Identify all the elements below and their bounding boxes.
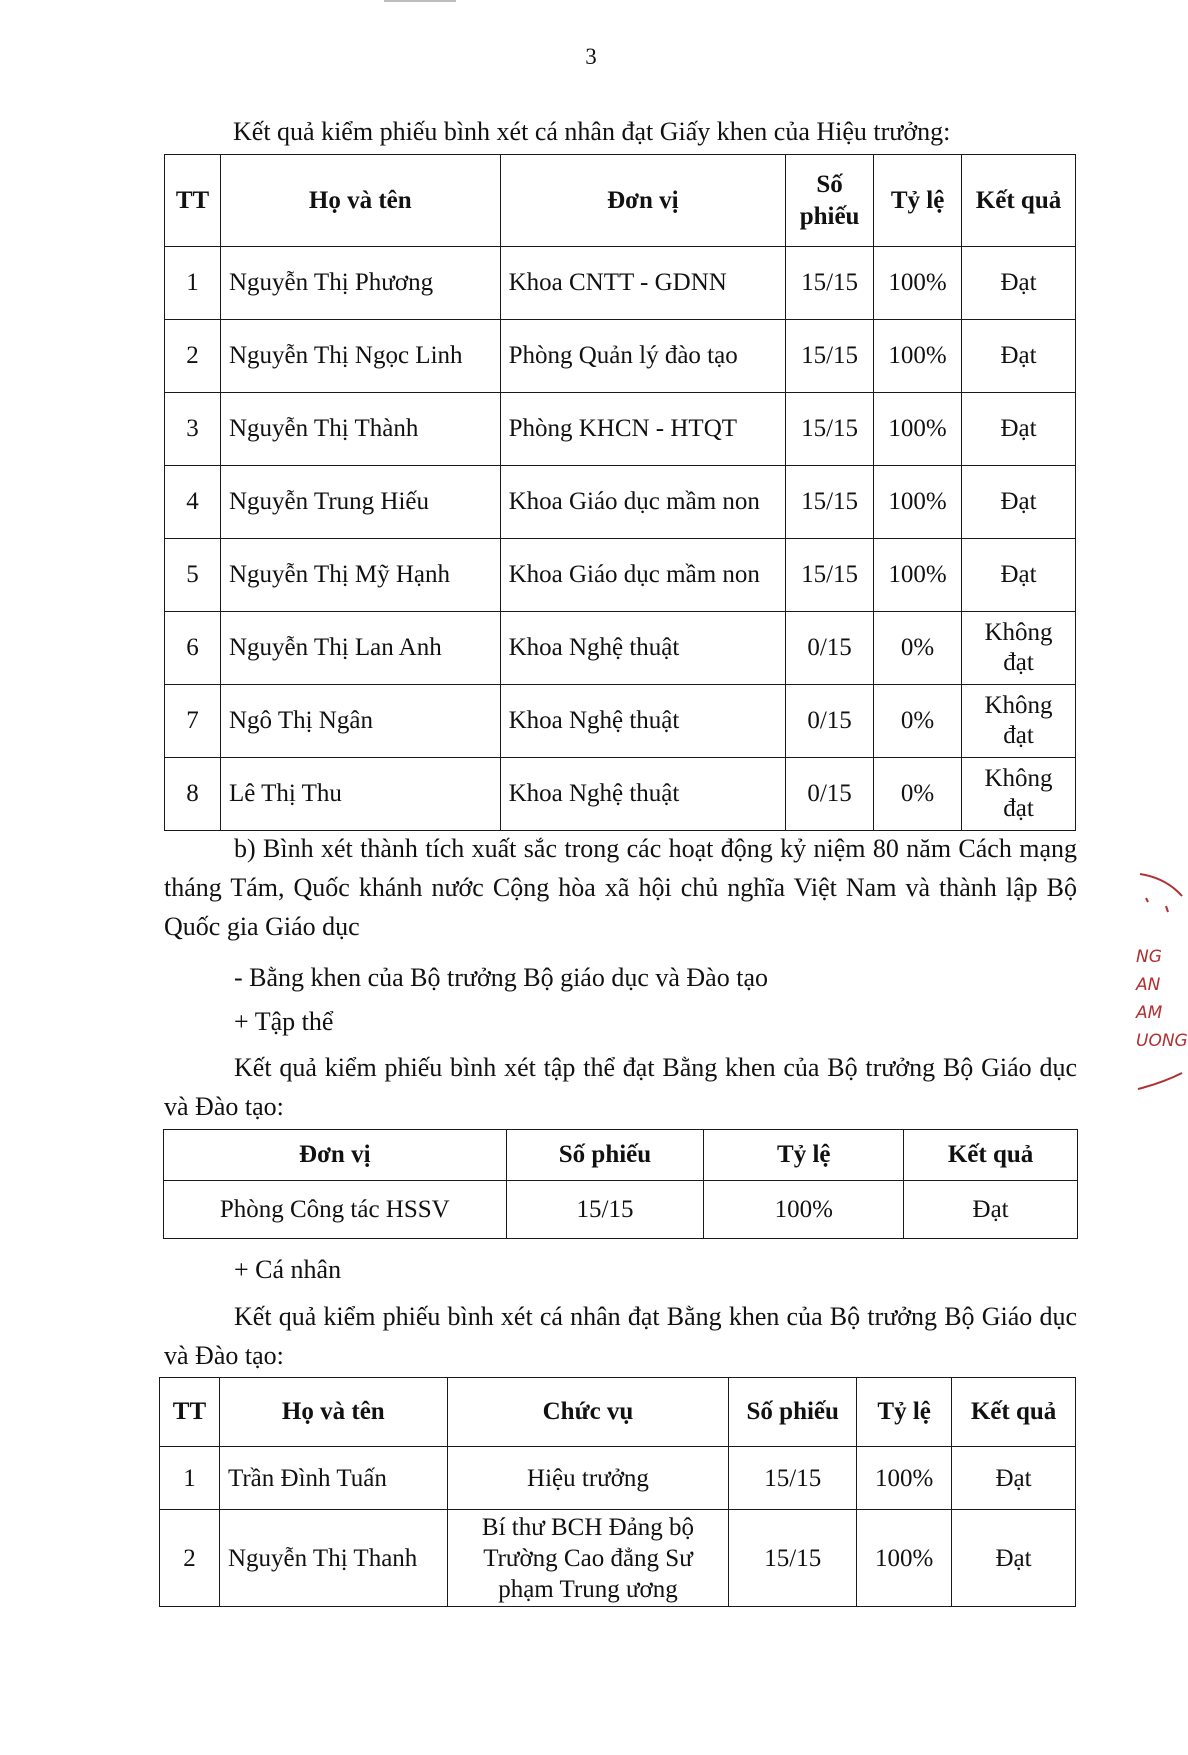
table-row xyxy=(160,1447,1076,1510)
cell-chuc-vu: Bí thư BCH Đảng bộ Trường Cao đẳng Sư phạm Trung ương xyxy=(447,1510,729,1607)
section-b-paragraph: b) Bình xét thành tích xuất sắc trong các hoạt động kỷ niệm 80 năm Cách mạng tháng Tám, Quốc khánh nước Cộng hòa xã hội chủ nghĩa Việt Nam và thành lập Bộ Quốc gia Giáo dục xyxy=(164,834,1077,941)
header-ty-le: Tỷ lệ xyxy=(857,1378,952,1447)
cell-ho-ten: Lê Thị Thu xyxy=(220,758,500,831)
cell-ty-le: 100% xyxy=(874,393,962,466)
header-tt: TT xyxy=(165,155,221,247)
cell-tt: 3 xyxy=(165,393,221,466)
cell-tt: 1 xyxy=(165,247,221,320)
table-row xyxy=(165,539,1076,612)
cell-so-phieu: 15/15 xyxy=(729,1510,857,1607)
table-row xyxy=(165,685,1076,758)
cell-so-phieu: 0/15 xyxy=(786,758,874,831)
cell-ty-le: 0% xyxy=(874,612,962,685)
cell-ho-ten: Nguyễn Thị Ngọc Linh xyxy=(220,320,500,393)
table-row xyxy=(165,466,1076,539)
header-don-vi: Đơn vị xyxy=(164,1130,507,1181)
header-ty-le: Tỷ lệ xyxy=(704,1130,904,1181)
cell-ket-qua: Đạt xyxy=(952,1510,1076,1607)
cell-so-phieu: 0/15 xyxy=(786,612,874,685)
header-so-phieu: Số phiếu xyxy=(786,155,874,247)
table-row xyxy=(165,758,1076,831)
cell-tt: 2 xyxy=(160,1510,220,1607)
page-number: 3 xyxy=(585,44,597,69)
cell-ty-le: 100% xyxy=(874,320,962,393)
header-ket-qua: Kết quả xyxy=(962,155,1076,247)
seal-text: AM xyxy=(1136,1003,1163,1023)
header-tt: TT xyxy=(160,1378,220,1447)
header-ty-le: Tỷ lệ xyxy=(874,155,962,247)
cell-ty-le: 0% xyxy=(874,758,962,831)
table-giay-khen xyxy=(164,154,1076,831)
cell-ket-qua: Đạt xyxy=(962,247,1076,320)
top-scan-mark xyxy=(384,0,456,2)
cell-tt: 8 xyxy=(165,758,221,831)
cell-ket-qua: Đạt xyxy=(962,320,1076,393)
cell-chuc-vu: Hiệu trưởng xyxy=(447,1447,729,1510)
table-row xyxy=(164,1181,1078,1239)
cell-so-phieu: 15/15 xyxy=(786,539,874,612)
cell-don-vi: Khoa Nghệ thuật xyxy=(500,612,786,685)
cell-ho-ten: Nguyễn Thị Mỹ Hạnh xyxy=(220,539,500,612)
cell-ho-ten: Nguyễn Trung Hiếu xyxy=(220,466,500,539)
cell-don-vi: Khoa Giáo dục mầm non xyxy=(500,539,786,612)
cell-ty-le: 100% xyxy=(874,539,962,612)
award-line: - Bằng khen của Bộ trưởng Bộ giáo dục và Đào tạo xyxy=(234,963,768,992)
seal-text: AN xyxy=(1136,975,1161,995)
cell-so-phieu: 15/15 xyxy=(729,1447,857,1510)
cell-ty-le: 0% xyxy=(874,685,962,758)
seal-text: NG xyxy=(1136,947,1162,967)
table-row xyxy=(165,247,1076,320)
cell-ket-qua: Không đạt xyxy=(962,685,1076,758)
cell-tt: 5 xyxy=(165,539,221,612)
cell-tt: 6 xyxy=(165,612,221,685)
cell-don-vi: Phòng Công tác HSSV xyxy=(164,1181,507,1239)
header-ho-ten: Họ và tên xyxy=(219,1378,447,1447)
header-chuc-vu: Chức vụ xyxy=(447,1378,729,1447)
cell-don-vi: Phòng KHCN - HTQT xyxy=(500,393,786,466)
cell-ket-qua: Đạt xyxy=(962,466,1076,539)
cell-don-vi: Khoa CNTT - GDNN xyxy=(500,247,786,320)
cell-so-phieu: 15/15 xyxy=(786,393,874,466)
cell-ket-qua: Đạt xyxy=(904,1181,1078,1239)
cell-ho-ten: Nguyễn Thị Phương xyxy=(220,247,500,320)
table-header-row xyxy=(160,1378,1076,1447)
cell-ty-le: 100% xyxy=(874,466,962,539)
table-row xyxy=(165,612,1076,685)
cell-so-phieu: 15/15 xyxy=(786,320,874,393)
table-ca-nhan xyxy=(159,1377,1076,1607)
header-so-phieu: Số phiếu xyxy=(729,1378,857,1447)
table-row xyxy=(165,393,1076,466)
cell-so-phieu: 15/15 xyxy=(786,247,874,320)
cell-ho-ten: Nguyễn Thị Thanh xyxy=(219,1510,447,1607)
cell-tt: 4 xyxy=(165,466,221,539)
heading-giay-khen: Kết quả kiểm phiếu bình xét cá nhân đạt Giấy khen của Hiệu trưởng: xyxy=(233,117,951,146)
cell-ty-le: 100% xyxy=(857,1510,952,1607)
header-so-phieu: Số phiếu xyxy=(506,1130,704,1181)
table-header-row xyxy=(165,155,1076,247)
table-tap-the xyxy=(163,1129,1078,1239)
seal-arc-icon xyxy=(1136,1059,1182,1099)
individual-label: + Cá nhân xyxy=(234,1255,342,1284)
cell-don-vi: Khoa Giáo dục mầm non xyxy=(500,466,786,539)
header-ket-qua: Kết quả xyxy=(952,1378,1076,1447)
cell-ho-ten: Nguyễn Thị Lan Anh xyxy=(220,612,500,685)
cell-ket-qua: Không đạt xyxy=(962,758,1076,831)
cell-so-phieu: 15/15 xyxy=(506,1181,704,1239)
cell-ho-ten: Ngô Thị Ngân xyxy=(220,685,500,758)
cell-ho-ten: Nguyễn Thị Thành xyxy=(220,393,500,466)
seal-text: UONG xyxy=(1136,1031,1188,1051)
cell-ty-le: 100% xyxy=(857,1447,952,1510)
cell-ket-qua: Đạt xyxy=(962,539,1076,612)
header-ho-ten: Họ và tên xyxy=(220,155,500,247)
cell-ket-qua: Đạt xyxy=(962,393,1076,466)
cell-tt: 7 xyxy=(165,685,221,758)
cell-don-vi: Khoa Nghệ thuật xyxy=(500,685,786,758)
seal-stamp-fragment xyxy=(1136,872,1188,1090)
cell-don-vi: Phòng Quản lý đào tạo xyxy=(500,320,786,393)
heading-tap-the: Kết quả kiểm phiếu bình xét tập thể đạt Bằng khen của Bộ trưởng Bộ Giáo dục và Đào tạo: xyxy=(164,1053,1077,1121)
heading-ca-nhan: Kết quả kiểm phiếu bình xét cá nhân đạt Bằng khen của Bộ trưởng Bộ Giáo dục và Đào tạo: xyxy=(164,1302,1077,1370)
cell-tt: 2 xyxy=(165,320,221,393)
cell-ty-le: 100% xyxy=(704,1181,904,1239)
seal-arc-icon xyxy=(1136,872,1182,942)
cell-tt: 1 xyxy=(160,1447,220,1510)
table-row xyxy=(160,1510,1076,1607)
cell-ket-qua: Không đạt xyxy=(962,612,1076,685)
header-ket-qua: Kết quả xyxy=(904,1130,1078,1181)
table-header-row xyxy=(164,1130,1078,1181)
header-don-vi: Đơn vị xyxy=(500,155,786,247)
cell-ty-le: 100% xyxy=(874,247,962,320)
cell-so-phieu: 15/15 xyxy=(786,466,874,539)
cell-don-vi: Khoa Nghệ thuật xyxy=(500,758,786,831)
cell-ket-qua: Đạt xyxy=(952,1447,1076,1510)
table-row xyxy=(165,320,1076,393)
collective-label: + Tập thể xyxy=(234,1007,334,1036)
cell-so-phieu: 0/15 xyxy=(786,685,874,758)
cell-ho-ten: Trần Đình Tuấn xyxy=(219,1447,447,1510)
